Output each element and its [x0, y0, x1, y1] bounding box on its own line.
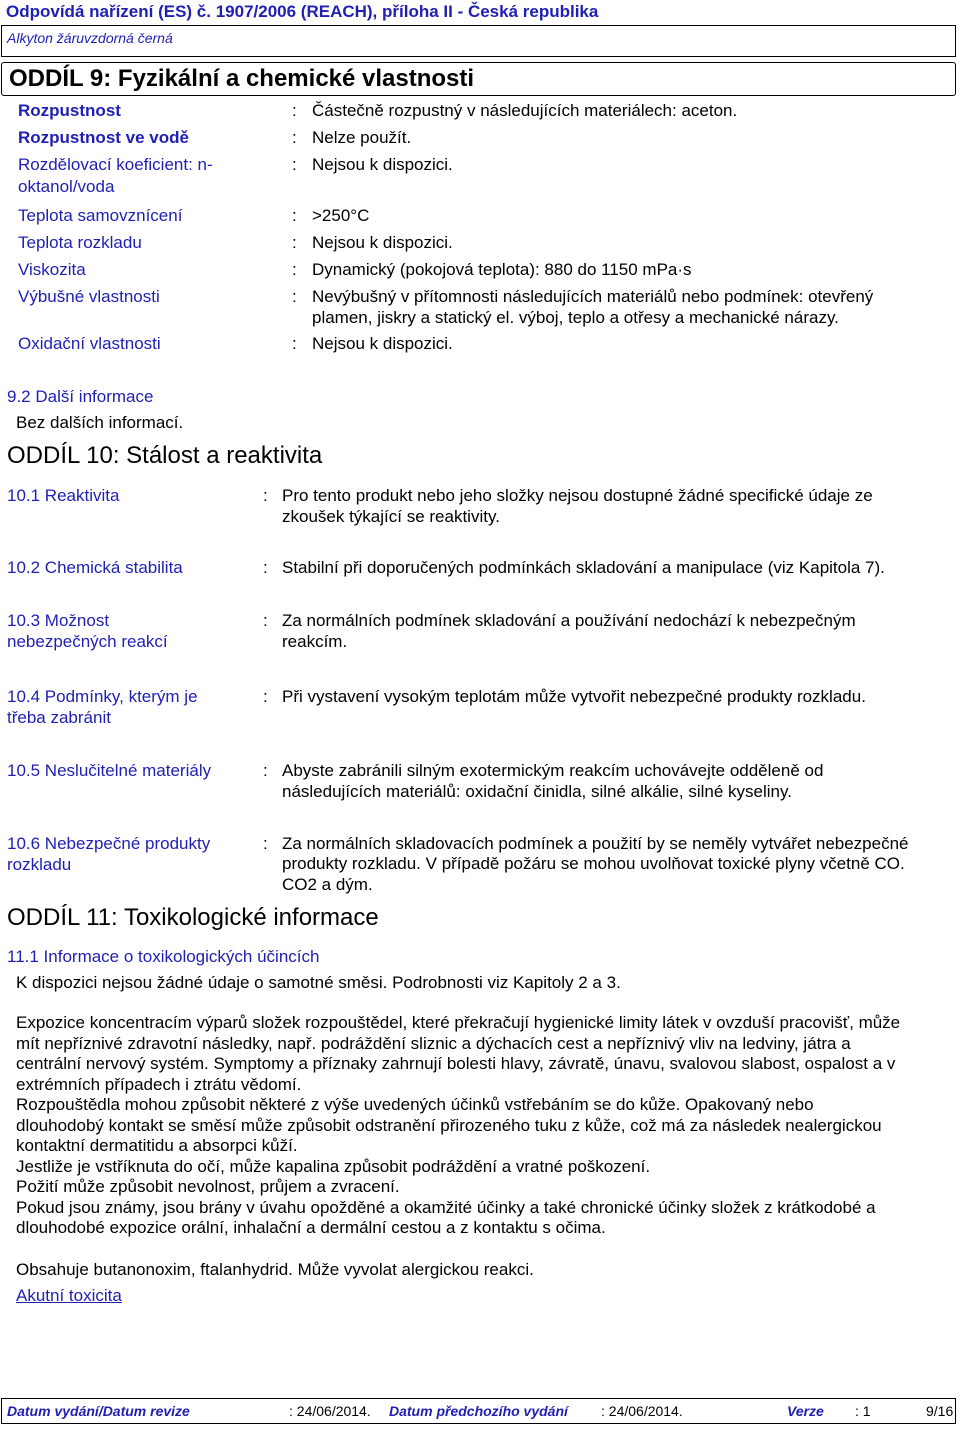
para-line: kontaktní dermatitidu a absorpci kůží.	[16, 1136, 298, 1155]
page-number: 9/16	[926, 1403, 954, 1419]
para-line: Požití může způsobit nevolnost, průjem a zvracení.	[16, 1177, 400, 1196]
para-line: extrémních případech i ztrátu vědomí.	[16, 1074, 302, 1094]
label-10-3-2: nebezpečných reakcí	[7, 632, 168, 651]
label-teplota-rozkladu: Teplota rozkladu	[18, 233, 142, 252]
toxicology-paragraph	[16, 1013, 951, 1239]
colon: :	[292, 101, 297, 120]
regulation-header: Odpovídá nařízení (ES) č. 1907/2006 (REACH), příloha II - Česká republika	[6, 2, 599, 21]
section-11-title: ODDÍL 11: Toxikologické informace	[7, 904, 379, 931]
value-10-5-2: následujících materiálů: oxidační činidla, silné alkálie, silné kyseliny.	[282, 782, 792, 801]
footer	[1, 1398, 956, 1424]
value-10-1: Pro tento produkt nebo jeho složky nejsou dostupné žádné specifické údaje ze	[282, 486, 873, 505]
value-rozpustnost-ve-vode: Nelze použít.	[312, 128, 412, 147]
value-10-6-2: produkty rozkladu. V případě požáru se mohou uvolňovat toxické plyny včetně CO.	[282, 854, 905, 873]
value-10-3: Za normálních podmínek skladování a používání nedochází k nebezpečným	[282, 611, 856, 630]
subsection-11-1-title: 11.1 Informace o toxikologických účincích	[7, 947, 320, 966]
value-10-4: Při vystavení vysokým teplotám může vytvořit nebezpečné produkty rozkladu.	[282, 687, 866, 706]
value-vybusne-vlastnosti: Nevýbušný v přítomnosti následujících materiálů nebo podmínek: otevřený	[312, 287, 874, 306]
acute-toxicity-link[interactable]: Akutní toxicita	[16, 1286, 122, 1305]
label-10-2: 10.2 Chemická stabilita	[7, 558, 183, 577]
label-vybusne-vlastnosti: Výbušné vlastnosti	[18, 287, 160, 306]
issue-date-value: : 24/06/2014.	[289, 1403, 371, 1419]
label-oxidacni-vlastnosti: Oxidační vlastnosti	[18, 334, 161, 353]
value-teplota-rozkladu: Nejsou k dispozici.	[312, 233, 453, 252]
version-label: Verze	[787, 1403, 824, 1419]
subsection-9-2-text: Bez dalších informací.	[16, 413, 184, 432]
label-10-6-2: rozkladu	[7, 855, 72, 874]
section-9-header	[1, 62, 956, 96]
section-10-title: ODDÍL 10: Stálost a reaktivita	[7, 442, 323, 469]
para-line: mít nepříznivé zdravotní následky, např. podráždění sliznic a dýchacích cest a nepříznivý vliv na ledviny, játra a	[16, 1033, 851, 1053]
para-line: Rozpouštědla mohou způsobit některé z výše uvedených účinků vstřebáním se do kůže. Opakovaný nebo	[16, 1095, 814, 1114]
section-9-title: ODDÍL 9: Fyzikální a chemické vlastnosti	[9, 65, 475, 92]
label-rozpustnost-ve-vode: Rozpustnost ve vodě	[18, 128, 189, 147]
value-rozdelovaci-koeficient: Nejsou k dispozici.	[312, 155, 453, 174]
colon: :	[263, 834, 268, 853]
product-name: Alkyton žáruvzdorná černá	[7, 30, 173, 46]
value-rozpustnost: Částečně rozpustný v následujících materiálech: aceton.	[312, 101, 738, 120]
value-vybusne-vlastnosti-2: plamen, jiskry a statický el. výboj, teplo a otřesy a mechanické nárazy.	[312, 308, 839, 327]
value-10-3-2: reakcím.	[282, 632, 348, 651]
label-10-3: 10.3 Možnost	[7, 611, 110, 630]
previous-issue-value: : 24/06/2014.	[601, 1403, 683, 1419]
colon: :	[292, 206, 297, 225]
para-line: Pokud jsou známy, jsou brány v úvahu opožděné a okamžité účinky a také chronické účinky složek z krátkodobé a	[16, 1197, 876, 1217]
value-oxidacni-vlastnosti: Nejsou k dispozici.	[312, 334, 453, 353]
colon: :	[263, 687, 268, 706]
colon: :	[292, 233, 297, 252]
colon: :	[292, 155, 297, 174]
para-line: dlouhodobý kontakt se směsí může způsobit odstranění přirozeného tuku z kůže, což má za následek nealergickou	[16, 1115, 882, 1135]
label-10-4: 10.4 Podmínky, kterým je	[7, 687, 198, 706]
colon: :	[263, 558, 268, 577]
colon: :	[263, 486, 268, 505]
previous-issue-label: Datum předchozího vydání	[389, 1403, 568, 1419]
label-10-5: 10.5 Neslučitelné materiály	[7, 761, 212, 780]
issue-date-label: Datum vydání/Datum revize	[7, 1403, 190, 1419]
colon: :	[263, 761, 268, 780]
value-10-6: Za normálních skladovacích podmínek a použití by se neměly vytvářet nebezpečné	[282, 834, 909, 853]
label-rozdelovaci-koeficient-2: oktanol/voda	[18, 177, 115, 196]
label-10-1: 10.1 Reaktivita	[7, 486, 120, 505]
para-line: Jestliže je vstříknuta do očí, může kapalina způsobit podráždění a vratné poškození.	[16, 1156, 651, 1176]
value-10-6-3: CO2 a dým.	[282, 875, 373, 894]
label-teplota-samovzniceni: Teplota samovznícení	[18, 206, 183, 225]
value-10-1-2: zkoušek týkající se reaktivity.	[282, 507, 500, 526]
colon: :	[292, 287, 297, 306]
section-11-intro: K dispozici nejsou žádné údaje o samotné směsi. Podrobnosti viz Kapitoly 2 a 3.	[16, 973, 621, 992]
label-10-6: 10.6 Nebezpečné produkty	[7, 834, 211, 853]
value-10-5: Abyste zabránili silným exotermickým reakcím uchovávejte odděleně od	[282, 761, 824, 780]
colon: :	[292, 334, 297, 353]
para-line: centrální nervový systém. Symptomy a příznaky zahrnují bolesti hlavy, závratě, únavu, svalovou slabost, ospalost a v	[16, 1054, 896, 1073]
value-viskozita: Dynamický (pokojová teplota): 880 do 1150 mPa·s	[312, 260, 692, 279]
version-value: : 1	[855, 1403, 871, 1419]
label-10-4-2: třeba zabránit	[7, 708, 111, 727]
product-name-box	[1, 25, 956, 57]
allergen-note: Obsahuje butanonoxim, ftalanhydrid. Může vyvolat alergickou reakci.	[16, 1260, 534, 1279]
para-line: Expozice koncentracím výparů složek rozpouštědel, které překračují hygienické limity látek v ovzduší pracovišť, může	[16, 1013, 901, 1032]
label-rozdelovaci-koeficient: Rozdělovací koeficient: n-	[18, 155, 213, 174]
colon: :	[292, 260, 297, 279]
label-rozpustnost: Rozpustnost	[18, 101, 121, 120]
colon: :	[263, 611, 268, 630]
colon: :	[292, 128, 297, 147]
value-10-2: Stabilní při doporučených podmínkách skladování a manipulace (viz Kapitola 7).	[282, 558, 885, 577]
subsection-9-2-title: 9.2 Další informace	[7, 387, 154, 406]
label-viskozita: Viskozita	[18, 260, 86, 279]
para-line: dlouhodobé expozice orální, inhalační a dermální cestou a z kontaktu s očima.	[16, 1218, 606, 1237]
value-teplota-samovzniceni: >250°C	[312, 206, 370, 225]
